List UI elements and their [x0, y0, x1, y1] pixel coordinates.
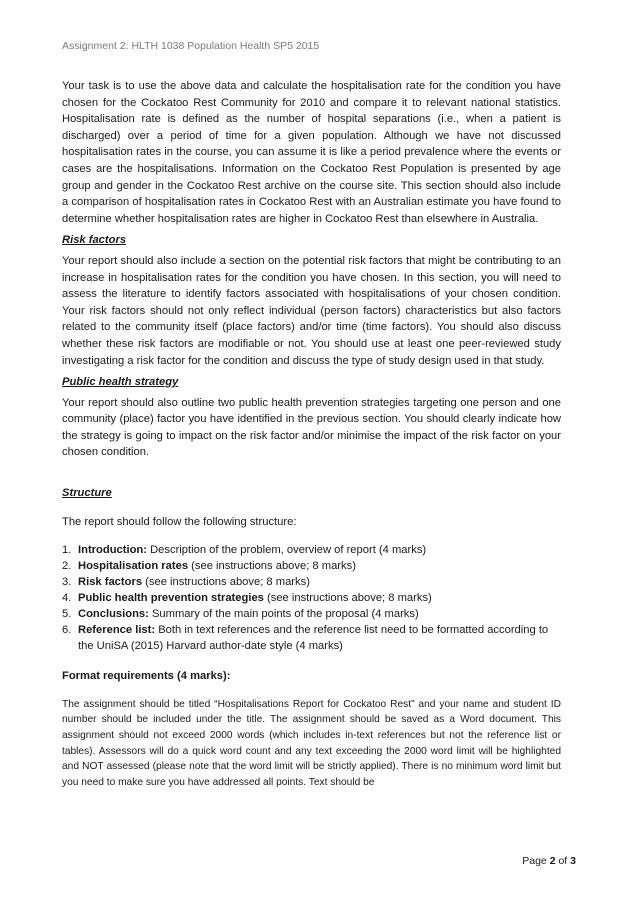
page-header: Assignment 2: HLTH 1038 Population Health SP5 2015	[62, 40, 320, 52]
public-health-strategy-paragraph: Your report should also outline two public health prevention strategies targeting one person and one community (place) factor you have identified in the previous section. You should clearly indicate how the strategy is going to impact on the risk factor and/or minimise the impact of the risk factor on your chosen condition.	[62, 396, 561, 459]
document-body	[62, 78, 561, 790]
intro-paragraph: Your task is to use the above data and calculate the hospitalisation rate for the condition you have chosen for the Cockatoo Rest Community for 2010 and compare it to relevant national statistics. Hospitalisation rate is defined as the number of hospital separations (i.e., when a patient is discharged) over a period of time for a given population. Although we have not discussed hospitalisation rates in the course, you can assume it is like a period prevalence where the events or cases are the hospitalisations. Information on the Cockatoo Rest Population is presented by age group and gender in the Cockatoo Rest archive on the course site. This section should also include a comparison of hospitalisation rates in Cockatoo Rest with an Australian estimate you have found to determine whether hospitalisation rates are higher in Cockatoo Rest than elsewhere in Australia.	[62, 80, 561, 225]
page-total: 3	[570, 855, 576, 867]
list-item-text: (see instructions above; 8 marks)	[188, 560, 356, 573]
list-item-text: Description of the problem, overview of report (4 marks)	[146, 544, 427, 557]
list-item	[62, 590, 561, 606]
structure-intro: The report should follow the following structure:	[62, 515, 297, 528]
list-number: 3.	[62, 576, 72, 589]
list-item	[62, 574, 561, 590]
list-number: 6.	[62, 624, 72, 637]
list-item-text: (see instructions above; 8 marks)	[142, 576, 310, 589]
of-label: of	[558, 855, 568, 867]
page-label: Page	[522, 855, 547, 867]
format-requirements-heading: Format requirements (4 marks):	[62, 670, 231, 683]
list-item-text: Both in text references and the reference list need to be formatted according to the UniSA (2015) Harvard author-date style (4 marks)	[78, 624, 549, 653]
list-number: 4.	[62, 592, 72, 605]
risk-factors-paragraph: Your report should also include a section on the potential risk factors that might be contributing to an increase in hospitalisation rates for the condition you have chosen. In this section, you will need to assess the literature to identify factors associated with hospitalisations of your chosen condition. Your risk factors should not only reflect individual (person factors) characteristics but also factors related to the community itself (place factors) and/or time (time factors). You should also discuss whether these risk factors are modifiable or not. You should use at least one peer-reviewed study investigating a risk factor for the condition and discuss the type of study design used in that study.	[62, 254, 561, 367]
list-item-title: Risk factors	[78, 576, 143, 589]
list-item-title: Conclusions:	[78, 608, 149, 621]
structure-heading: Structure	[62, 487, 112, 500]
list-item-text: Summary of the main points of the proposal (4 marks)	[148, 608, 419, 621]
list-item-text: (see instructions above; 8 marks)	[263, 592, 432, 605]
list-item-title: Hospitalisation rates	[78, 560, 189, 573]
list-number: 2.	[62, 560, 72, 573]
list-number: 1.	[62, 544, 72, 557]
list-item-title: Public health prevention strategies	[78, 592, 264, 605]
list-item	[62, 542, 561, 558]
list-item	[62, 622, 561, 654]
list-item	[62, 606, 561, 622]
page-current: 2	[549, 855, 556, 867]
page-footer	[522, 855, 576, 867]
list-item	[62, 558, 561, 574]
list-number: 5.	[62, 608, 72, 621]
list-item-title: Introduction:	[78, 544, 147, 557]
list-item-title: Reference list:	[78, 624, 156, 637]
risk-factors-heading: Risk factors	[62, 234, 127, 247]
structure-list	[62, 542, 561, 654]
format-requirements-paragraph: The assignment should be titled “Hospitalisations Report for Cockatoo Rest” and your name and student ID number should be included under the title. The assignment should be saved as a Word document. This assignment should not exceed 2000 words (which includes in-text references but not the reference list or tables). Assessors will do a quick word count and any text exceeding the 2000 word limit will be highlighted and NOT assessed (please note that the word limit will be strictly applied). There is no minimum word limit but you need to make sure you have addressed all points. Text should be	[62, 698, 561, 788]
public-health-strategy-heading: Public health strategy	[62, 376, 179, 389]
